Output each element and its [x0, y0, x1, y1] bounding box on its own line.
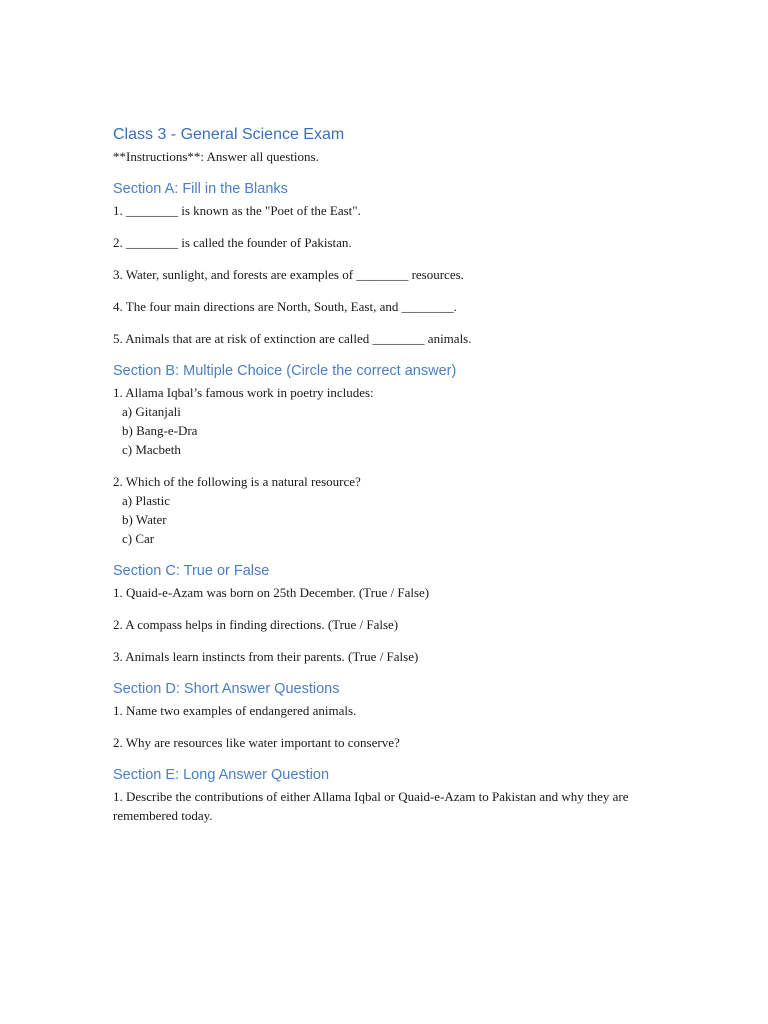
section-a-heading: Section A: Fill in the Blanks — [113, 181, 288, 197]
mcq-1-option-b: b) Bang-e-Dra — [122, 423, 198, 438]
question-c2: 2. A compass helps in finding directions. (True / False) — [113, 617, 399, 632]
question-c1: 1. Quaid-e-Azam was born on 25th December. (True / False) — [113, 585, 430, 600]
mcq-2 — [113, 472, 658, 548]
question-c3: 3. Animals learn instincts from their parents. (True / False) — [113, 649, 419, 664]
instructions: **Instructions**: Answer all questions. — [113, 149, 319, 164]
question-a2: 2. ________ is called the founder of Pakistan. — [113, 235, 352, 250]
question-a1: 1. ________ is known as the "Poet of the East". — [113, 203, 361, 218]
section-d — [113, 679, 658, 752]
question-d2: 2. Why are resources like water important to conserve? — [113, 735, 400, 750]
page-title: Class 3 - General Science Exam — [113, 126, 345, 143]
exam-content — [113, 124, 658, 838]
section-e — [113, 765, 658, 825]
section-a — [113, 179, 658, 348]
section-b — [113, 361, 658, 548]
mcq-2-option-a: a) Plastic — [122, 493, 171, 508]
section-d-heading: Section D: Short Answer Questions — [113, 681, 340, 697]
section-e-heading: Section E: Long Answer Question — [113, 767, 330, 783]
question-a5: 5. Animals that are at risk of extinction are called ________ animals. — [113, 331, 472, 346]
question-d1: 1. Name two examples of endangered animals. — [113, 703, 357, 718]
mcq-1 — [113, 383, 658, 459]
section-b-heading: Section B: Multiple Choice (Circle the correct answer) — [113, 363, 457, 379]
question-a4: 4. The four main directions are North, South, East, and ________. — [113, 299, 457, 314]
mcq-1-option-c: c) Macbeth — [122, 442, 181, 457]
mcq-2-option-c: c) Car — [122, 531, 155, 546]
question-a3: 3. Water, sunlight, and forests are examples of ________ resources. — [113, 267, 464, 282]
question-e1: 1. Describe the contributions of either Allama Iqbal or Quaid-e-Azam to Pakistan and why they are remembered today. — [113, 789, 629, 823]
section-c-heading: Section C: True or False — [113, 563, 270, 579]
section-c — [113, 561, 658, 666]
mcq-1-option-a: a) Gitanjali — [122, 404, 181, 419]
mcq-2-question: 2. Which of the following is a natural resource? — [113, 474, 361, 489]
mcq-2-option-b: b) Water — [122, 512, 167, 527]
mcq-1-question: 1. Allama Iqbal’s famous work in poetry includes: — [113, 385, 374, 400]
